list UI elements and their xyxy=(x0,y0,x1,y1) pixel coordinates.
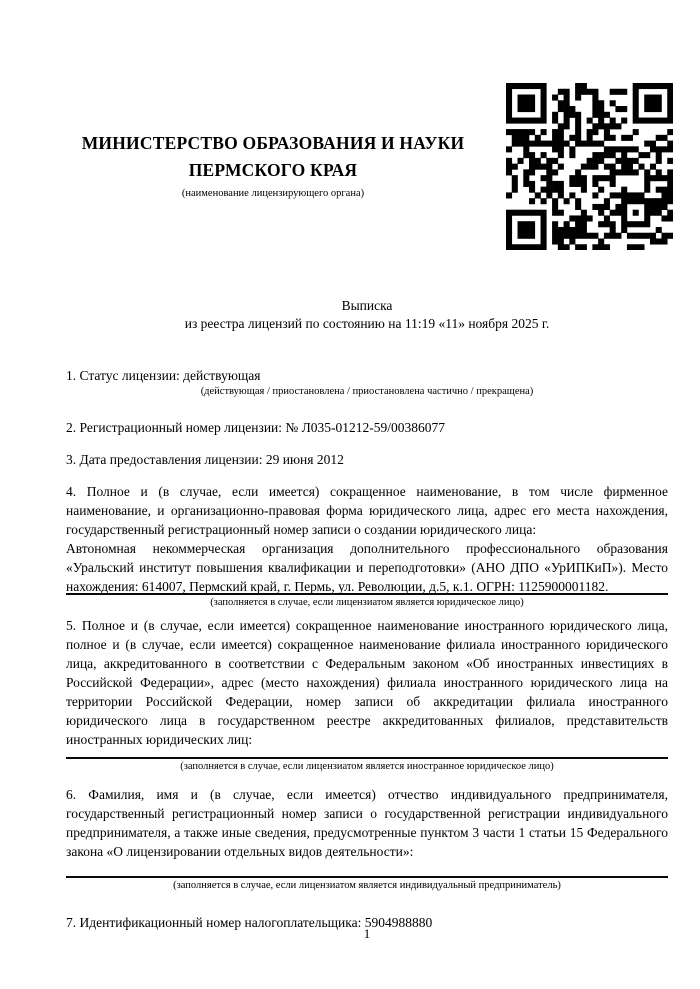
authority-caption: (наименование лицензирующего органа) xyxy=(181,188,365,199)
page-number: 1 xyxy=(363,926,371,941)
item-1-hint: (действующая / приостановлена / приостановлена частично / прекращена) xyxy=(200,386,534,397)
item-3-grant-date: 3. Дата предоставления лицензии: 29 июня 2012 xyxy=(66,452,344,467)
licensing-authority-block xyxy=(50,130,496,199)
item-4-answer: Автономная некоммерческая организация дополнительного профессионального образования «Уральский институт повышения квалификации и переподготовки» (АНО ДПО «УрИПКиП»). Место нахождения: 614007, Пермский край, г. Пермь, ул. Революции, д.5, к.1. ОГРН: 1125900001182. xyxy=(66,541,668,594)
item-4-question: 4. Полное и (в случае, если имеется) сокращенное наименование, в том числе фирменное наименование, и организационно-правовая форма юридического лица, адрес его места нахождения, государственный регистрационный номер записи о создании юридического лица: xyxy=(66,484,668,537)
item-6-question: 6. Фамилия, имя и (в случае, если имеется) отчество индивидуального предпринимателя, государственный регистрационный номер записи о государственной регистрации индивидуального предпринимателя, а также иные сведения, предусмотренные пунктом 3 части 1 статьи 15 Федерального закона «О лицензировании отдельных видов деятельности»: xyxy=(66,787,668,859)
item-5-hint: (заполняется в случае, если лицензиатом является иностранное юридическое лицо) xyxy=(180,761,554,772)
qr-code-svg xyxy=(506,83,673,250)
item-6-hint: (заполняется в случае, если лицензиатом является индивидуальный предприниматель) xyxy=(173,880,561,891)
item-4-hint: (заполняется в случае, если лицензиатом является юридическое лицо) xyxy=(210,597,524,608)
title-line1: Выписка xyxy=(341,298,393,313)
document-body xyxy=(66,366,668,932)
title-line2: из реестра лицензий по состоянию на 11:19 «11» ноября 2025 г. xyxy=(184,316,550,331)
item-5-fill-line xyxy=(66,757,668,759)
item-6-fill-line xyxy=(66,876,668,878)
authority-name-line1: МИНИСТЕРСТВО ОБРАЗОВАНИЯ И НАУКИ xyxy=(81,133,465,153)
item-1-license-status: 1. Статус лицензии: действующая xyxy=(66,368,261,383)
item-7-taxpayer-number: 7. Идентификационный номер налогоплательщика: 5904988880 xyxy=(66,915,433,930)
document-title xyxy=(66,297,668,333)
authority-name-line2: ПЕРМСКОГО КРАЯ xyxy=(188,160,358,180)
item-5-question: 5. Полное и (в случае, если имеется) сокращенное наименование иностранного юридического лица, полное и (в случае, если имеется) сокращенное наименование филиала иностранного юридического лица, аккредитованного в соответствии с Федеральным законом «Об иностранных инвестициях в Российской Федерации», адрес (место нахождения) филиала иностранного юридического лица на территории Российской Федерации, номер записи об аккредитации филиала иностранного юридического лица в государственном реестре аккредитованных филиалов, представительств иностранных юридических лиц: xyxy=(66,618,668,747)
item-2-registration-number: 2. Регистрационный номер лицензии: № Л035-01212-59/00386077 xyxy=(66,420,446,435)
qr-code-icon xyxy=(506,83,673,250)
